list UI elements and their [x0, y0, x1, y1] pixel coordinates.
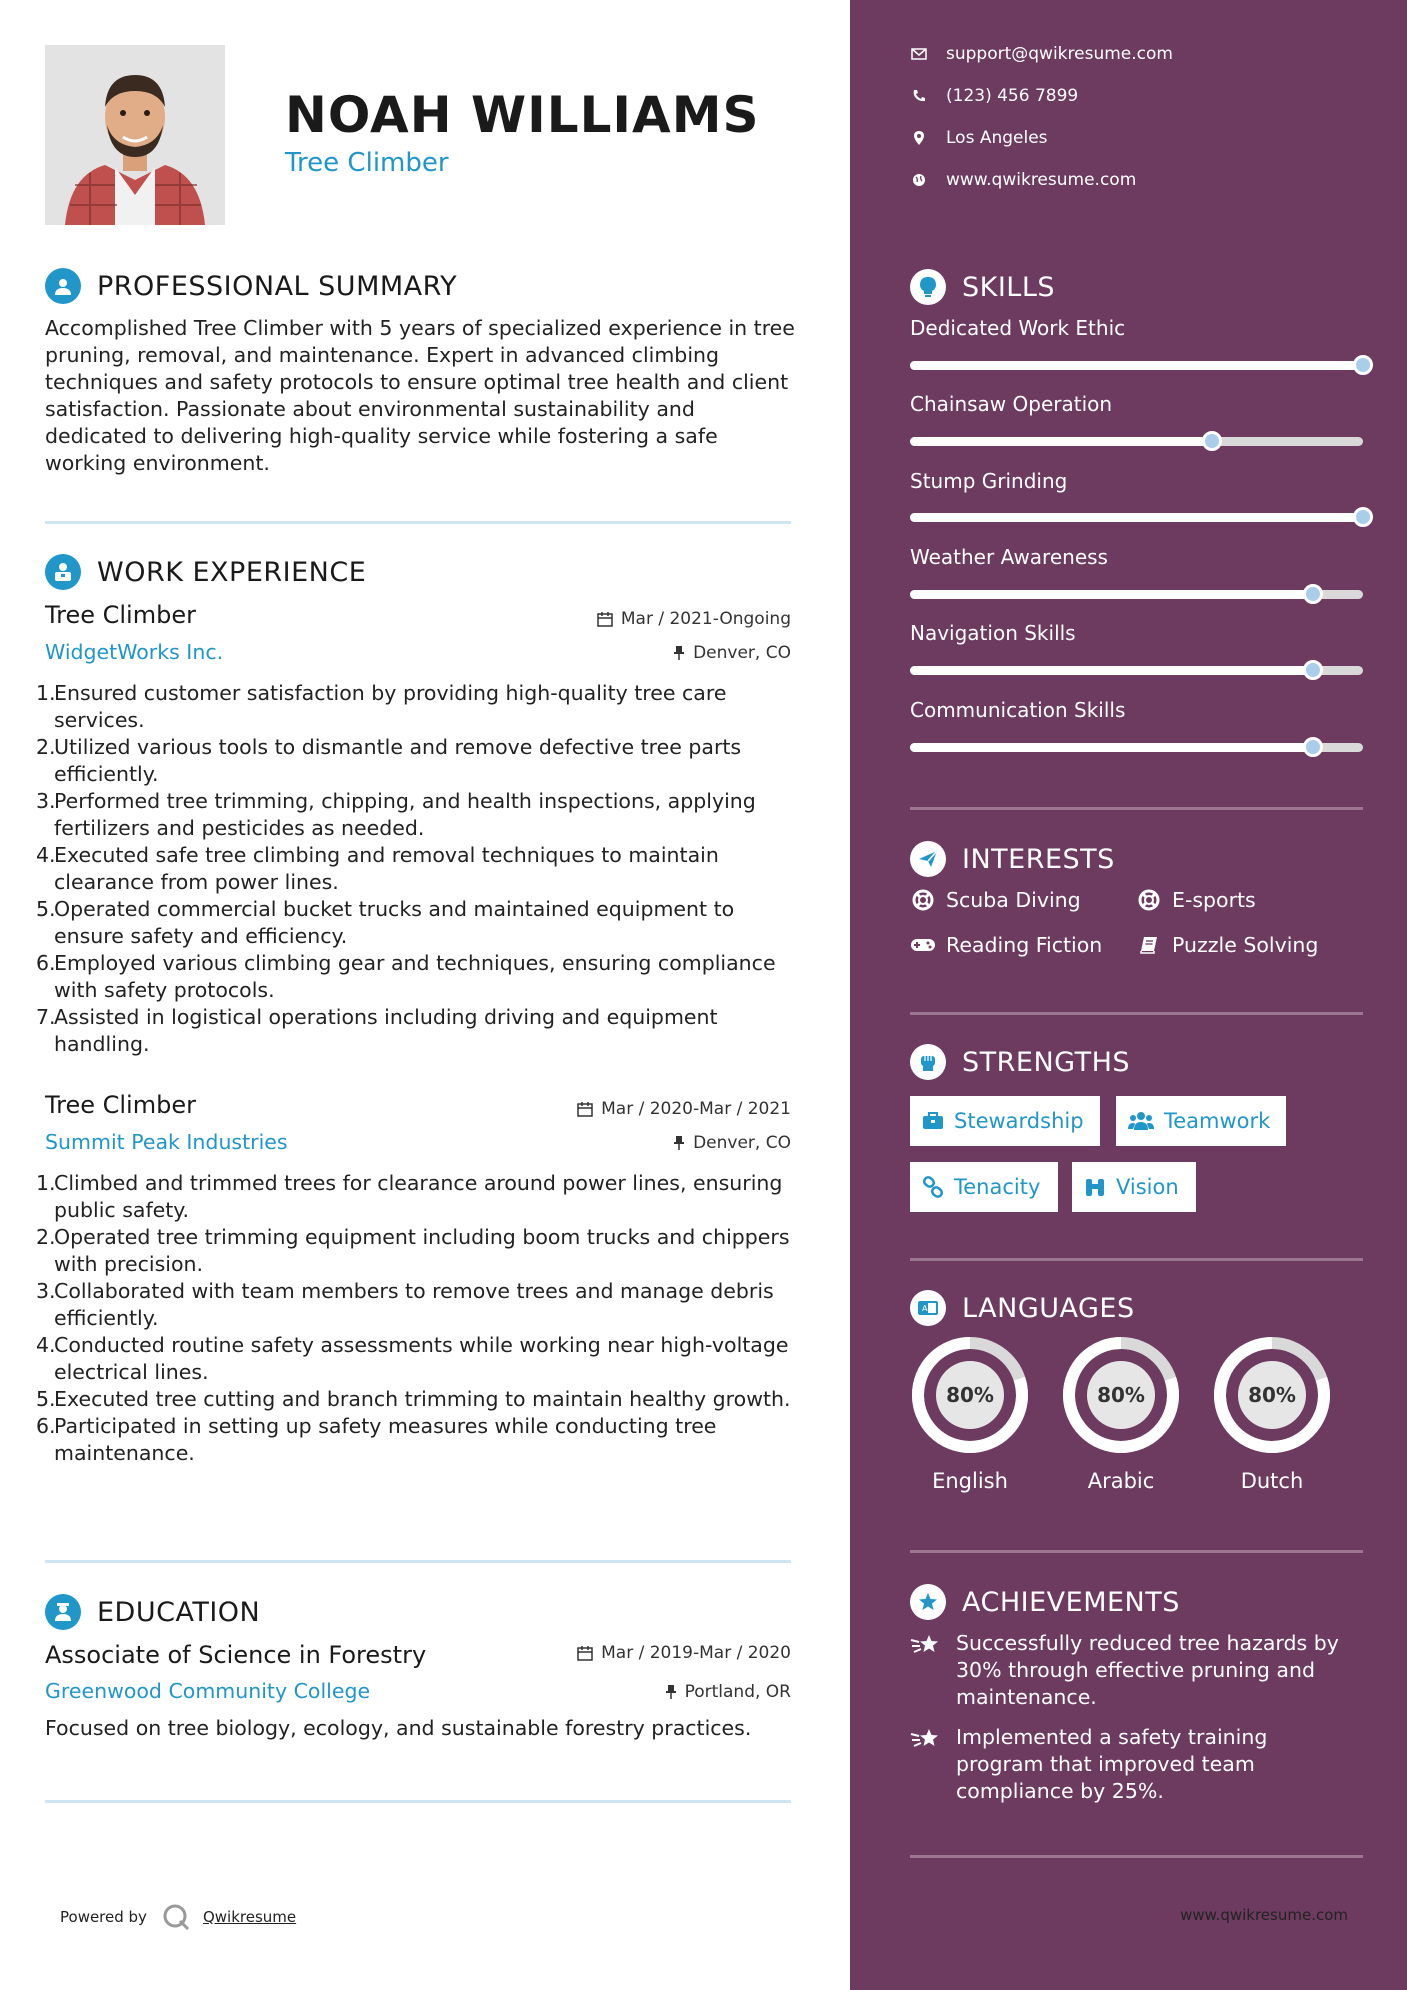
calendar-icon [577, 1101, 593, 1117]
skills-title: SKILLS [962, 271, 1056, 303]
skill-bar-knob [1353, 507, 1373, 527]
life-ring-icon [1136, 889, 1162, 911]
language-item [910, 1335, 1030, 1493]
contact-location [910, 128, 1048, 148]
education-degree: Associate of Science in Forestry [45, 1641, 427, 1669]
languages-title: LANGUAGES [962, 1292, 1135, 1324]
sidebar-divider [910, 1012, 1363, 1015]
powered-by [60, 1902, 296, 1932]
skill-bar-fill [910, 666, 1313, 675]
job-location [673, 643, 791, 663]
contact-website[interactable] [910, 170, 1136, 190]
job-title: Tree Climber [45, 1091, 196, 1119]
job-location-text: Denver, CO [693, 1133, 791, 1153]
summary-title: PROFESSIONAL SUMMARY [97, 270, 458, 302]
education-description: Focused on tree biology, ecology, and sustainable forestry practices. [45, 1716, 752, 1740]
list-item: 3. Collaborated with team members to remove trees and manage debris efficiently. [36, 1279, 774, 1330]
binoculars-icon [1084, 1177, 1106, 1197]
interests-title: INTERESTS [962, 843, 1115, 875]
job-responsibilities [36, 1170, 796, 1467]
star-award-icon [910, 1584, 946, 1620]
strengths-heading [910, 1044, 1130, 1080]
language-ring [910, 1335, 1030, 1455]
footer-website[interactable]: www.qwikresume.com [1180, 1906, 1348, 1924]
education-dates [577, 1643, 791, 1663]
list-item: 2. Utilized various tools to dismantle and remove defective tree parts efficiently. [36, 735, 742, 786]
calendar-icon [597, 611, 613, 627]
interests-heading [910, 841, 1115, 877]
skill-bar [910, 513, 1363, 522]
experience-heading [45, 554, 366, 590]
contact-website-text: www.qwikresume.com [946, 170, 1137, 190]
sidebar-divider [910, 1550, 1363, 1553]
job-dates-text: Mar / 2020-Mar / 2021 [601, 1099, 791, 1119]
contact-location-text: Los Angeles [946, 128, 1048, 148]
interest-item [1136, 888, 1256, 912]
languages-heading [910, 1290, 1135, 1326]
profile-photo [45, 45, 225, 225]
language-icon [910, 1290, 946, 1326]
qwikresume-logo-icon [161, 1902, 191, 1932]
contact-email[interactable] [910, 44, 1173, 64]
language-ring [1061, 1335, 1181, 1455]
skill-label: Communication Skills [910, 698, 1126, 722]
language-percent: 80% [1248, 1383, 1296, 1407]
envelope-icon [910, 48, 928, 60]
achievements-title: ACHIEVEMENTS [962, 1586, 1180, 1618]
job-company: Summit Peak Industries [45, 1130, 288, 1154]
list-item: 2. Operated tree trimming equipment including boom trucks and chippers with precision. [36, 1225, 790, 1276]
list-item: 5. Executed tree cutting and branch trimming to maintain healthy growth. [36, 1387, 791, 1411]
strength-label: Teamwork [1164, 1109, 1271, 1133]
job-dates [597, 609, 791, 629]
skill-bar-fill [910, 590, 1313, 599]
pin-icon [673, 1135, 685, 1151]
skill-bar-knob [1303, 660, 1323, 680]
list-item: 1. Climbed and trimmed trees for clearance around power lines, ensuring public safety. [36, 1171, 783, 1222]
skill-bar-fill [910, 513, 1363, 522]
gamepad-icon [910, 937, 936, 953]
strength-label: Tenacity [954, 1175, 1041, 1199]
briefcase-icon [922, 1112, 944, 1130]
summary-text: Accomplished Tree Climber with 5 years of specialized experience in tree pruning, removal, and maintenance. Expert in advanced climbing techniques and safety protocols to ensure optimal tree health and client satisfaction. Passionate about environmental sustainability and dedicated to delivering high-quality service while fostering a safe working environment. [45, 316, 795, 475]
interest-item [910, 933, 1102, 957]
education-school: Greenwood Community College [45, 1679, 371, 1703]
strength-chip [910, 1162, 1058, 1212]
book-icon [1136, 935, 1162, 955]
skill-bar-knob [1353, 355, 1373, 375]
list-item: 3. Performed tree trimming, chipping, and health inspections, applying fertilizers and pesticides as needed. [36, 789, 756, 840]
user-icon [45, 268, 81, 304]
language-percent: 80% [946, 1383, 994, 1407]
education-location [665, 1682, 791, 1702]
briefcase-user-icon [45, 554, 81, 590]
language-name: Arabic [1087, 1469, 1155, 1493]
strength-chip [1116, 1096, 1286, 1146]
job-title: Tree Climber [45, 601, 196, 629]
skill-bar-knob [1303, 584, 1323, 604]
achievements-heading [910, 1584, 1180, 1620]
job-dates-text: Mar / 2021-Ongoing [620, 609, 791, 629]
language-percent: 80% [1097, 1383, 1145, 1407]
language-ring [1212, 1335, 1332, 1455]
interest-label: E-sports [1172, 888, 1256, 912]
calendar-icon [577, 1645, 593, 1661]
map-marker-icon [910, 130, 928, 146]
skill-bar-knob [1303, 737, 1323, 757]
pin-icon [665, 1684, 677, 1700]
interest-label: Scuba Diving [946, 888, 1081, 912]
interest-item [910, 888, 1081, 912]
link-icon [922, 1176, 944, 1198]
list-item: 4. Executed safe tree climbing and removal techniques to maintain clearance from power lines. [36, 843, 719, 894]
achievement-item [910, 1724, 1361, 1805]
shooting-star-icon [910, 1724, 946, 1805]
pin-icon [673, 645, 685, 661]
language-name: English [932, 1469, 1008, 1493]
interest-item [1136, 933, 1318, 957]
skill-label: Stump Grinding [910, 469, 1068, 493]
list-item: 6. Employed various climbing gear and techniques, ensuring compliance with safety protocols. [36, 951, 776, 1002]
contact-phone[interactable] [910, 86, 1078, 106]
language-item [1212, 1335, 1332, 1493]
qwikresume-link[interactable]: Qwikresume [202, 1908, 297, 1926]
skills-heading [910, 269, 1055, 305]
phone-icon [910, 89, 928, 103]
sidebar-divider [910, 1855, 1363, 1858]
globe-icon [910, 173, 928, 187]
job-dates [577, 1099, 791, 1119]
shooting-star-icon [910, 1630, 946, 1711]
strength-chip [1072, 1162, 1196, 1212]
list-item: 6. Participated in setting up safety measures while conducting tree maintenance. [36, 1414, 717, 1465]
language-item [1061, 1335, 1181, 1493]
skill-label: Navigation Skills [910, 621, 1076, 645]
achievement-text: Implemented a safety training program that improved team compliance by 25%. [956, 1725, 1268, 1803]
list-item: 5. Operated commercial bucket trucks and maintained equipment to ensure safety and efficiency. [36, 897, 735, 948]
interest-label: Puzzle Solving [1172, 933, 1319, 957]
skill-label: Weather Awareness [910, 545, 1108, 569]
sidebar-divider [910, 807, 1363, 810]
education-heading [45, 1594, 260, 1630]
strength-label: Stewardship [954, 1109, 1084, 1133]
achievement-item [910, 1630, 1361, 1711]
job-company: WidgetWorks Inc. [45, 640, 224, 664]
list-item: 1. Ensured customer satisfaction by providing high-quality tree care services. [36, 681, 727, 732]
job-location [673, 1133, 791, 1153]
svg-text:A: A [922, 1304, 928, 1313]
experience-title: WORK EXPERIENCE [97, 556, 367, 588]
fist-icon [910, 1044, 946, 1080]
contact-email-text: support@qwikresume.com [946, 44, 1173, 64]
achievement-text: Successfully reduced tree hazards by 30% through effective pruning and maintenance. [956, 1631, 1339, 1709]
paper-plane-icon [910, 841, 946, 877]
summary-heading [45, 268, 457, 304]
language-name: Dutch [1240, 1469, 1304, 1493]
lightbulb-icon [910, 269, 946, 305]
life-ring-icon [910, 889, 936, 911]
skill-bar [910, 743, 1363, 752]
education-location-text: Portland, OR [684, 1682, 791, 1702]
strength-label: Vision [1116, 1175, 1179, 1199]
candidate-name: NOAH WILLIAMS [285, 86, 760, 144]
strength-chip [910, 1096, 1100, 1146]
education-title: EDUCATION [97, 1596, 261, 1628]
skill-bar [910, 666, 1363, 675]
users-icon [1128, 1111, 1154, 1131]
education-dates-text: Mar / 2019-Mar / 2020 [601, 1643, 791, 1663]
candidate-role: Tree Climber [285, 148, 449, 178]
contact-phone-text: (123) 456 7899 [946, 86, 1079, 106]
strengths-title: STRENGTHS [962, 1046, 1131, 1078]
skill-bar-fill [910, 437, 1212, 446]
skill-bar [910, 590, 1363, 599]
skill-bar [910, 437, 1363, 446]
skill-bar-fill [910, 361, 1363, 370]
skill-label: Chainsaw Operation [910, 392, 1113, 416]
skill-label: Dedicated Work Ethic [910, 316, 1126, 340]
job-responsibilities [36, 680, 796, 1058]
skill-bar [910, 361, 1363, 370]
skill-bar-knob [1202, 431, 1222, 451]
interest-label: Reading Fiction [946, 933, 1103, 957]
section-divider [45, 521, 791, 524]
powered-by-label: Powered by [60, 1908, 147, 1926]
sidebar-divider [910, 1258, 1363, 1261]
skill-bar-fill [910, 743, 1313, 752]
section-divider [45, 1800, 791, 1803]
section-divider [45, 1560, 791, 1563]
job-location-text: Denver, CO [693, 643, 791, 663]
list-item: 7. Assisted in logistical operations including driving and equipment handling. [36, 1005, 718, 1056]
graduate-icon [45, 1594, 81, 1630]
list-item: 4. Conducted routine safety assessments while working near high-voltage electrical lines. [36, 1333, 789, 1384]
